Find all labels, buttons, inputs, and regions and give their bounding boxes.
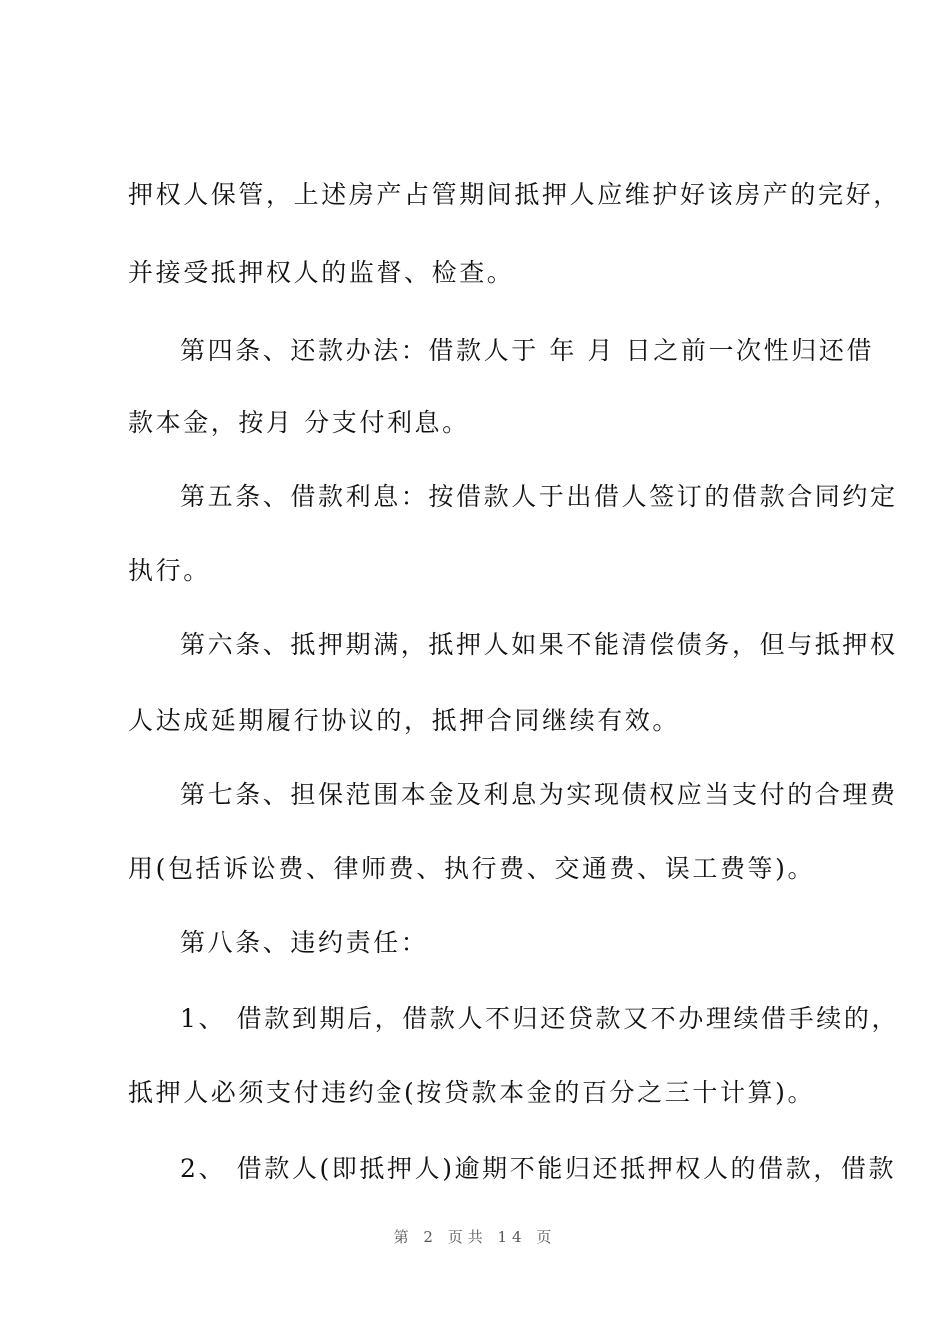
text-line: 人达成延期履行协议的，抵押合同继续有效。 [128,706,681,735]
page-number: 第 2 页共 14 页 [393,1228,557,1246]
text-line: 第七条、担保范围本金及利息为实现债权应当支付的合理费 [180,780,898,809]
text-line: 并接受抵押权人的监督、检查。 [128,258,515,287]
text-line: 第六条、抵押期满，抵押人如果不能清偿债务，但与抵押权 [180,630,898,659]
text-line: 执行。 [128,556,211,585]
text-line: 第五条、借款利息：按借款人于出借人签订的借款合同约定 [180,482,898,511]
text-line: 抵押人必须支付违约金(按贷款本金的百分之三十计算)。 [128,1078,816,1107]
text-line: 押权人保管，上述房产占管期间抵押人应维护好该房产的完好， [128,180,901,209]
text-line: 2、 借款人(即抵押人)逾期不能归还抵押权人的借款，借款 [180,1154,897,1183]
text-line: 第八条、违约责任： [180,928,429,957]
text-line: 用(包括诉讼费、律师费、执行费、交通费、误工费等)。 [128,854,816,883]
text-line: 第四条、还款办法：借款人于 年 月 日之前一次性归还借 [180,336,875,365]
text-line: 1、 借款到期后，借款人不归还贷款又不办理续借手续的， [180,1004,900,1033]
text-line: 款本金，按月 分支付利息。 [128,408,470,437]
